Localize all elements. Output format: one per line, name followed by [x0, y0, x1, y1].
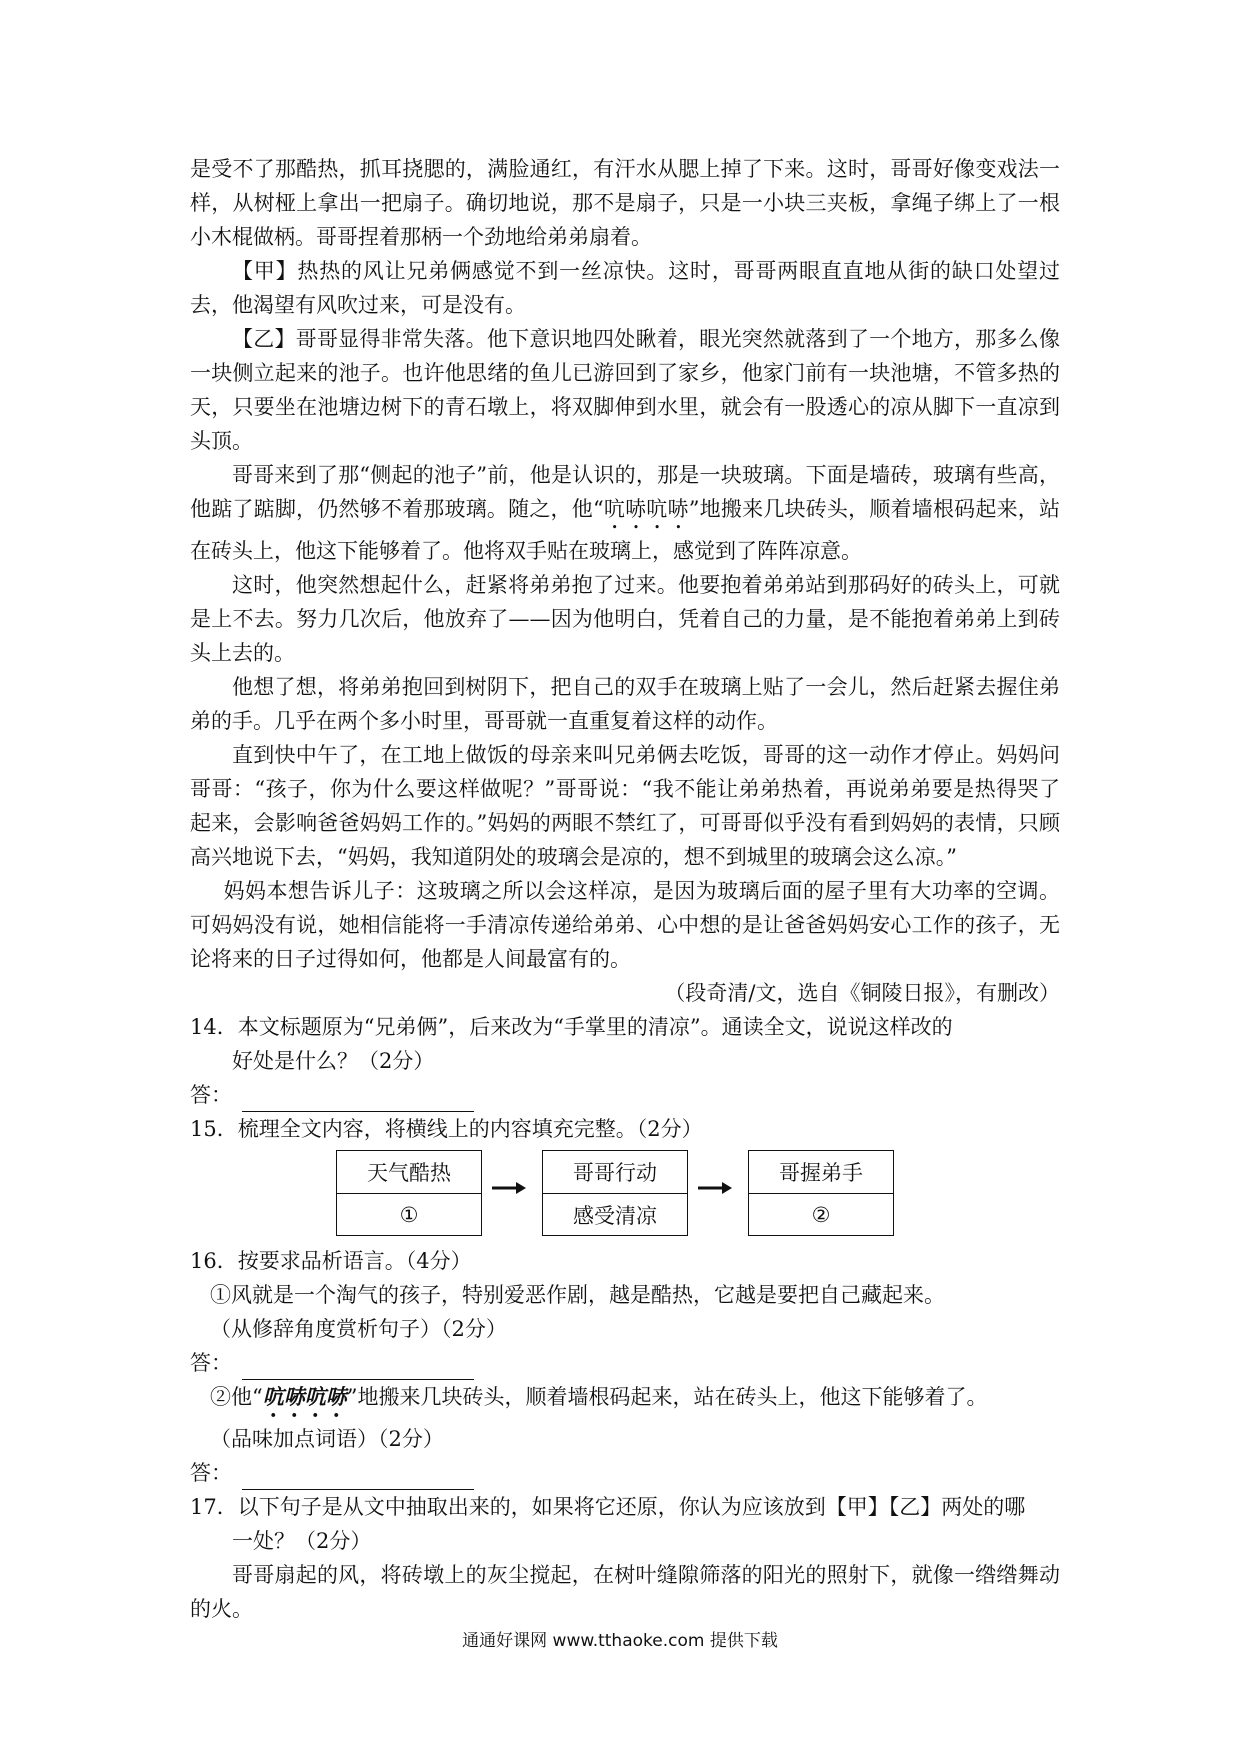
question-16-2-pre: ②他“: [210, 1385, 263, 1409]
question-17: 17．以下句子是从文中抽取出来的，如果将它还原，你认为应该放到【甲】【乙】两处的哪: [190, 1495, 1026, 1519]
answer-label: 答：: [190, 1083, 232, 1107]
passage-paragraph-6: 他想了想，将弟弟抱回到树阴下，把自己的双手在玻璃上贴了一会儿，然后赶紧去握住弟弟的手。几乎在两个多小时里，哥哥就一直重复着这样的动作。: [190, 675, 1060, 733]
flow-box-3-top: 哥握弟手: [749, 1151, 893, 1194]
flow-box-1-bottom: ①: [399, 1203, 419, 1227]
passage-paragraph-3: 【乙】哥哥显得非常失落。他下意识地四处瞅着，眼光突然就落到了一个地方，那多么像一块侧立起来的池子。也许他思绪的鱼儿已游回到了家乡，他家门前有一块池塘，不管多热的天，只要坐在池塘边树下的青石墩上，将双脚伸到水里，就会有一股透心的凉从脚下一直凉到头顶。: [190, 327, 1060, 453]
question-16-2-requirement: （品味加点词语）（2分）: [210, 1427, 444, 1451]
answer-label: 答：: [190, 1351, 232, 1375]
passage-paragraph-7: 直到快中午了，在工地上做饭的母亲来叫兄弟俩去吃饭，哥哥的这一动作才停止。妈妈问哥哥：“孩子，你为什么要这样做呢？”哥哥说：“我不能让弟弟热着，再说弟弟要是热得哭了起来，会影响爸爸妈妈工作的。”妈妈的两眼不禁红了，可哥哥似乎没有看到妈妈的表情，只顾高兴地说下去，“妈妈，我知道阴处的玻璃会是凉的，想不到城里的玻璃会这么凉。”: [190, 743, 1060, 869]
answer-blank[interactable]: [242, 1467, 474, 1490]
passage-paragraph-2: 【甲】热热的风让兄弟俩感觉不到一丝凉快。这时，哥哥两眼直直地从街的缺口处望过去，他渴望有风吹过来，可是没有。: [190, 259, 1060, 317]
page-footer: 通通好课网 www.tthaoke.com 提供下载: [462, 1631, 778, 1651]
paragraph-4-part-a: 哥哥来到了那“侧起的池子”前，他是认识的，那是一块玻璃。下面是墙砖，玻璃有些高，他踮了踮脚，仍然够不着那玻璃。随之，他“: [190, 463, 1060, 521]
question-16-2: [210, 1380, 1060, 1422]
passage-paragraph-8: 妈妈本想告诉儿子：这玻璃之所以会这样凉，是因为玻璃后面的屋子里有大功率的空调。可妈妈没有说，她相信能将一手清凉传递给弟弟、心中想的是让爸爸妈妈安心工作的孩子，无论将来的日子过得如何，他都是人间最富有的。: [190, 879, 1060, 971]
flow-box-2-bottom: 感受清凉: [573, 1204, 657, 1228]
flow-box-2-top: 哥哥行动: [543, 1151, 687, 1194]
answer-line-16-2: [190, 1456, 1060, 1490]
flow-diagram: [190, 1150, 1060, 1242]
passage-paragraph-4: [190, 458, 1060, 568]
dotted-word: 吭哧吭哧: [603, 497, 689, 521]
answer-blank[interactable]: [242, 1089, 474, 1112]
passage-paragraph-5: 这时，他突然想起什么，赶紧将弟弟抱了过来。他要抱着弟弟站到那码好的砖头上，可就是上不去。努力几次后，他放弃了——因为他明白，凭着自己的力量，是不能抱着弟弟上到砖头上去的。: [190, 573, 1060, 665]
flow-box-1-top: 天气酷热: [337, 1151, 481, 1194]
answer-label: 答：: [190, 1461, 232, 1485]
flow-box-3: [748, 1150, 894, 1236]
question-15: 15．梳理全文内容，将横线上的内容填充完整。（2分）: [190, 1117, 703, 1141]
question-16-1-requirement: （从修辞角度赏析句子）（2分）: [210, 1317, 507, 1341]
question-17-cont: 一处？（2分）: [232, 1529, 372, 1553]
question-16-1: ①风就是一个淘气的孩子，特别爱恶作剧，越是酷热，它越是要把自己藏起来。: [210, 1283, 945, 1307]
source-attribution: （段奇清/文，选自《铜陵日报》，有删改）: [664, 981, 1060, 1005]
passage-paragraph-1: 是受不了那酷热，抓耳挠腮的，满脸通红，有汗水从腮上掉了下来。这时，哥哥好像变戏法一样，从树桠上拿出一把扇子。确切地说，那不是扇子，只是一小块三夹板，拿绳子绑上了一根小木棍做柄。哥哥捏着那柄一个劲地给弟弟扇着。: [190, 157, 1060, 249]
answer-blank[interactable]: [242, 1357, 474, 1380]
page-content: [190, 152, 1060, 1626]
flow-box-1: [336, 1150, 482, 1236]
arrow-right-icon: [698, 1182, 732, 1194]
question-17-sentence: 哥哥扇起的风，将砖墩上的灰尘搅起，在树叶缝隙筛落的阳光的照射下，就像一绺绺舞动的火。: [190, 1563, 1060, 1621]
question-16-2-post: ”地搬来几块砖头，顺着墙根码起来，站在砖头上，他这下能够着了。: [346, 1385, 988, 1409]
paragraph-4-part-b: ”地搬来几块砖头，顺着墙根码起来，站在砖头上，他这下能够着了。他将双手贴在玻璃上，感觉到了阵阵凉意。: [190, 497, 1061, 563]
question-14: 14．本文标题原为“兄弟俩”，后来改为“手掌里的清凉”。通读全文，说说这样改的: [190, 1015, 953, 1039]
answer-line-16-1: [190, 1346, 1060, 1380]
answer-line-14: [190, 1078, 1060, 1112]
question-14-cont: 好处是什么？（2分）: [232, 1049, 435, 1073]
dotted-bold-word: 吭哧吭哧: [262, 1384, 347, 1409]
question-16: 16．按要求品析语言。（4分）: [190, 1249, 472, 1273]
flow-box-3-bottom: ②: [811, 1203, 831, 1227]
flow-box-2: [542, 1150, 688, 1236]
arrow-right-icon: [492, 1182, 526, 1194]
